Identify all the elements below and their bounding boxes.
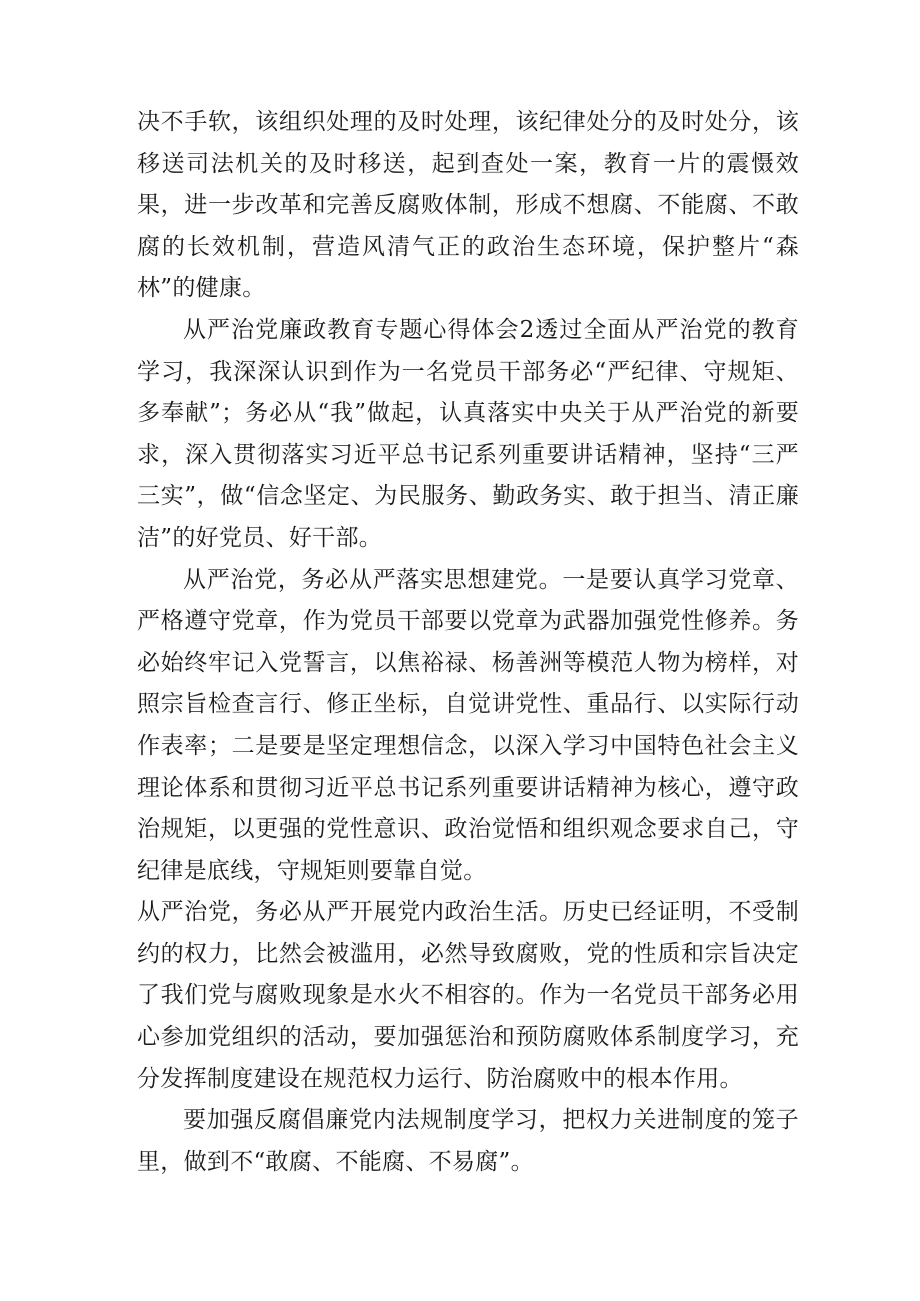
document-body xyxy=(137,102,799,1183)
paragraph-4: 从严治党，务必从严开展党内政治生活。历史已经证明，不受制约的权力，比然会被滥用，必然导致腐败，党的性质和宗旨决定了我们党与腐败现象是水火不相容的。作为一名党员干部务必用心参加党组织的活动，要加强惩治和预防腐败体系制度学习，充分发挥制度建设在规范权力运行、防治腐败中的根本作用。 xyxy=(137,899,799,1092)
paragraph-5: 要加强反腐倡廉党内法规制度学习，把权力关进制度的笼子里，做到不“敢腐、不能腐、不易腐”。 xyxy=(137,1107,799,1175)
paragraph-3: 从严治党，务必从严落实思想建党。一是要认真学习党章、严格遵守党章，作为党员干部要以党章为武器加强党性修养。务必始终牢记入党誓言，以焦裕禄、杨善洲等模范人物为榜样，对照宗旨检查言行、修正坐标，自觉讲党性、重品行、以实际行动作表率；二是要是坚定理想信念，以深入学习中国特色社会主义理论体系和贯彻习近平总书记系列重要讲话精神为核心，遵守政治规矩，以更强的党性意识、政治觉悟和组织观念要求自己，守纪律是底线，守规矩则要靠自觉。 xyxy=(137,566,799,884)
paragraph-2: 从严治党廉政教育专题心得体会2透过全面从严治党的教育学习，我深深认识到作为一名党员干部务必“严纪律、守规矩、多奉献”；务必从“我”做起，认真落实中央关于从严治党的新要求，深入贯彻落实习近平总书记系列重要讲话精神，坚持“三严三实”，做“信念坚定、为民服务、勤政务实、敢于担当、清正廉洁”的好党员、好干部。 xyxy=(137,316,799,551)
paragraph-1: 决不手软，该组织处理的及时处理，该纪律处分的及时处分，该移送司法机关的及时移送，起到查处一案，教育一片的震慑效果，进一步改革和完善反腐败体制，形成不想腐、不能腐、不敢腐的长效机制，营造风清气正的政治生态环境，保护整片“森林”的健康。 xyxy=(137,109,799,302)
